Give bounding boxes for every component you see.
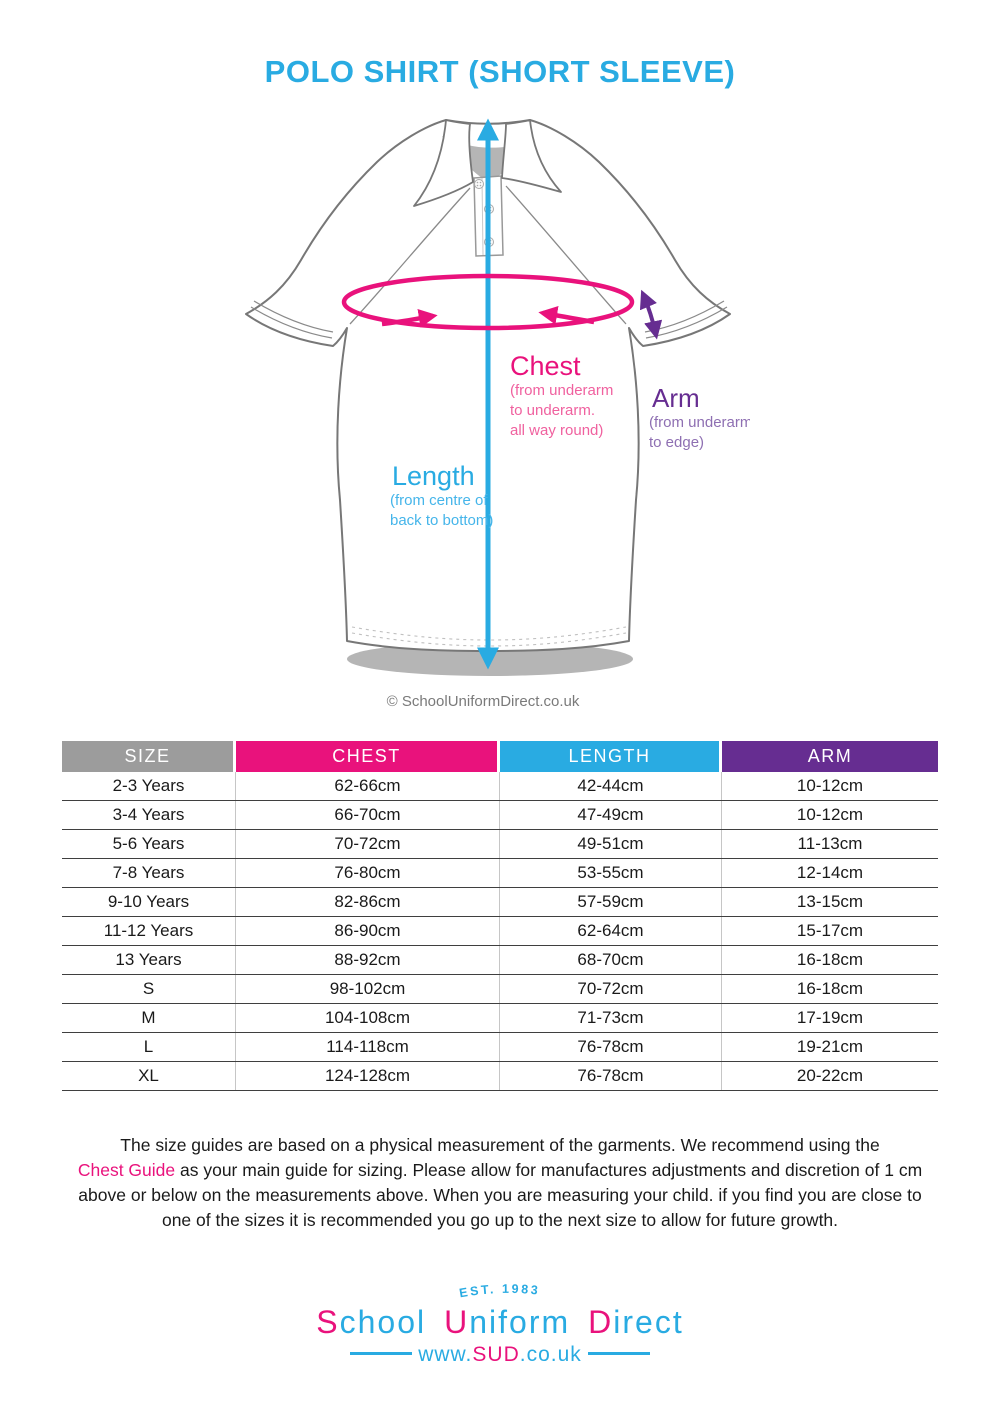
table-cell: 76-80cm xyxy=(236,859,500,887)
table-cell: 7-8 Years xyxy=(62,859,236,887)
copyright-text: © SchoolUniformDirect.co.uk xyxy=(386,693,580,708)
table-cell: 47-49cm xyxy=(500,801,722,829)
column-header-chest: CHEST xyxy=(236,741,497,772)
table-cell: 62-64cm xyxy=(500,917,722,945)
table-cell: 57-59cm xyxy=(500,888,722,916)
table-cell: 49-51cm xyxy=(500,830,722,858)
note-line: The size guides are based on a physical measurement of the garments. We recommend using the xyxy=(120,1135,880,1155)
sizing-note xyxy=(0,1133,1000,1233)
table-cell: 19-21cm xyxy=(796,1037,864,1056)
table-row xyxy=(62,772,938,801)
table-cell: 66-70cm xyxy=(236,801,500,829)
table-cell: 13 Years xyxy=(62,946,236,974)
length-sublabel-2: back to bottom) xyxy=(390,512,494,529)
table-cell: 71-73cm xyxy=(500,1004,722,1032)
table-cell: 62-66cm xyxy=(236,772,500,800)
table-cell: 13-15cm xyxy=(796,892,864,911)
table-cell: 10-12cm xyxy=(796,776,864,795)
table-cell: S xyxy=(62,975,236,1003)
size-table-body xyxy=(62,772,938,1091)
table-cell: 76-78cm xyxy=(500,1062,722,1090)
table-cell: 70-72cm xyxy=(236,830,500,858)
table-cell: 15-17cm xyxy=(796,921,864,940)
size-table-header xyxy=(62,741,938,772)
table-row xyxy=(62,830,938,859)
arm-sublabel-2: to edge) xyxy=(649,434,705,451)
table-cell: 70-72cm xyxy=(500,975,722,1003)
table-row xyxy=(62,859,938,888)
polo-shirt-illustration xyxy=(230,108,750,708)
table-cell: 17-19cm xyxy=(796,1008,864,1027)
logo-name: School Uniform Direct xyxy=(316,1304,684,1340)
table-cell: 104-108cm xyxy=(236,1004,500,1032)
table-cell: 20-22cm xyxy=(796,1066,864,1085)
table-cell: 5-6 Years xyxy=(62,830,236,858)
chest-sublabel-3: all way round) xyxy=(510,422,604,439)
table-cell: 12-14cm xyxy=(796,863,864,882)
polo-shirt-diagram xyxy=(230,108,750,708)
table-cell: 11-13cm xyxy=(797,834,863,853)
table-cell: 88-92cm xyxy=(236,946,500,974)
table-row xyxy=(62,975,938,1004)
note-line: Chest Guide as your main guide for sizing. Please allow for manufactures adjustments and discretion of 1 cm xyxy=(77,1160,923,1180)
table-cell: 53-55cm xyxy=(500,859,722,887)
table-cell: XL xyxy=(62,1062,236,1090)
arm-sublabel-1: (from underarm xyxy=(649,414,750,431)
table-cell: 42-44cm xyxy=(500,772,722,800)
table-cell: 68-70cm xyxy=(500,946,722,974)
table-cell: 16-18cm xyxy=(796,979,864,998)
size-table xyxy=(62,741,938,1091)
table-cell: 2-3 Years xyxy=(62,772,236,800)
column-header-length: LENGTH xyxy=(500,741,719,772)
table-row xyxy=(62,888,938,917)
length-label: Length xyxy=(392,461,475,491)
table-cell: M xyxy=(62,1004,236,1032)
logo-est xyxy=(0,1278,1000,1306)
logo-est-text: EST. 1983 xyxy=(458,1281,541,1301)
chest-sublabel-1: (from underarm xyxy=(510,382,614,399)
note-line: above or below on the measurements above. When you are measuring your child. if you find you are close to xyxy=(78,1185,922,1205)
table-cell: 16-18cm xyxy=(796,950,864,969)
table-row xyxy=(62,1062,938,1091)
note-line: one of the sizes it is recommended you go up to the next size to allow for future growth. xyxy=(161,1210,839,1230)
table-row xyxy=(62,917,938,946)
table-cell: 3-4 Years xyxy=(62,801,236,829)
chest-sublabel-2: to underarm. xyxy=(510,402,596,419)
column-header-arm: ARM xyxy=(722,741,938,772)
table-cell: 124-128cm xyxy=(236,1062,500,1090)
column-header-size: SIZE xyxy=(62,741,233,772)
table-cell: 114-118cm xyxy=(236,1033,500,1061)
page-title: POLO SHIRT (SHORT SLEEVE) xyxy=(264,54,736,89)
table-cell: 82-86cm xyxy=(236,888,500,916)
dash-right xyxy=(588,1352,650,1355)
table-row xyxy=(62,1033,938,1062)
table-cell: 10-12cm xyxy=(796,805,864,824)
dash-left xyxy=(350,1352,412,1355)
arm-label: Arm xyxy=(652,383,700,413)
chest-label: Chest xyxy=(510,351,581,381)
table-cell: 9-10 Years xyxy=(62,888,236,916)
table-row xyxy=(62,1004,938,1033)
svg-text:EST. 1983 xyxy=(458,1282,541,1301)
table-row xyxy=(62,946,938,975)
brand-logo xyxy=(0,1278,1000,1367)
table-cell: 86-90cm xyxy=(236,917,500,945)
logo-url: www.SUD.co.uk xyxy=(0,1343,1000,1367)
length-sublabel-1: (from centre of xyxy=(390,492,488,509)
table-row xyxy=(62,801,938,830)
table-cell: 98-102cm xyxy=(236,975,500,1003)
table-cell: 76-78cm xyxy=(500,1033,722,1061)
chest-guide-accent: Chest Guide xyxy=(77,1160,176,1180)
table-cell: L xyxy=(62,1033,236,1061)
table-cell: 11-12 Years xyxy=(62,917,236,945)
